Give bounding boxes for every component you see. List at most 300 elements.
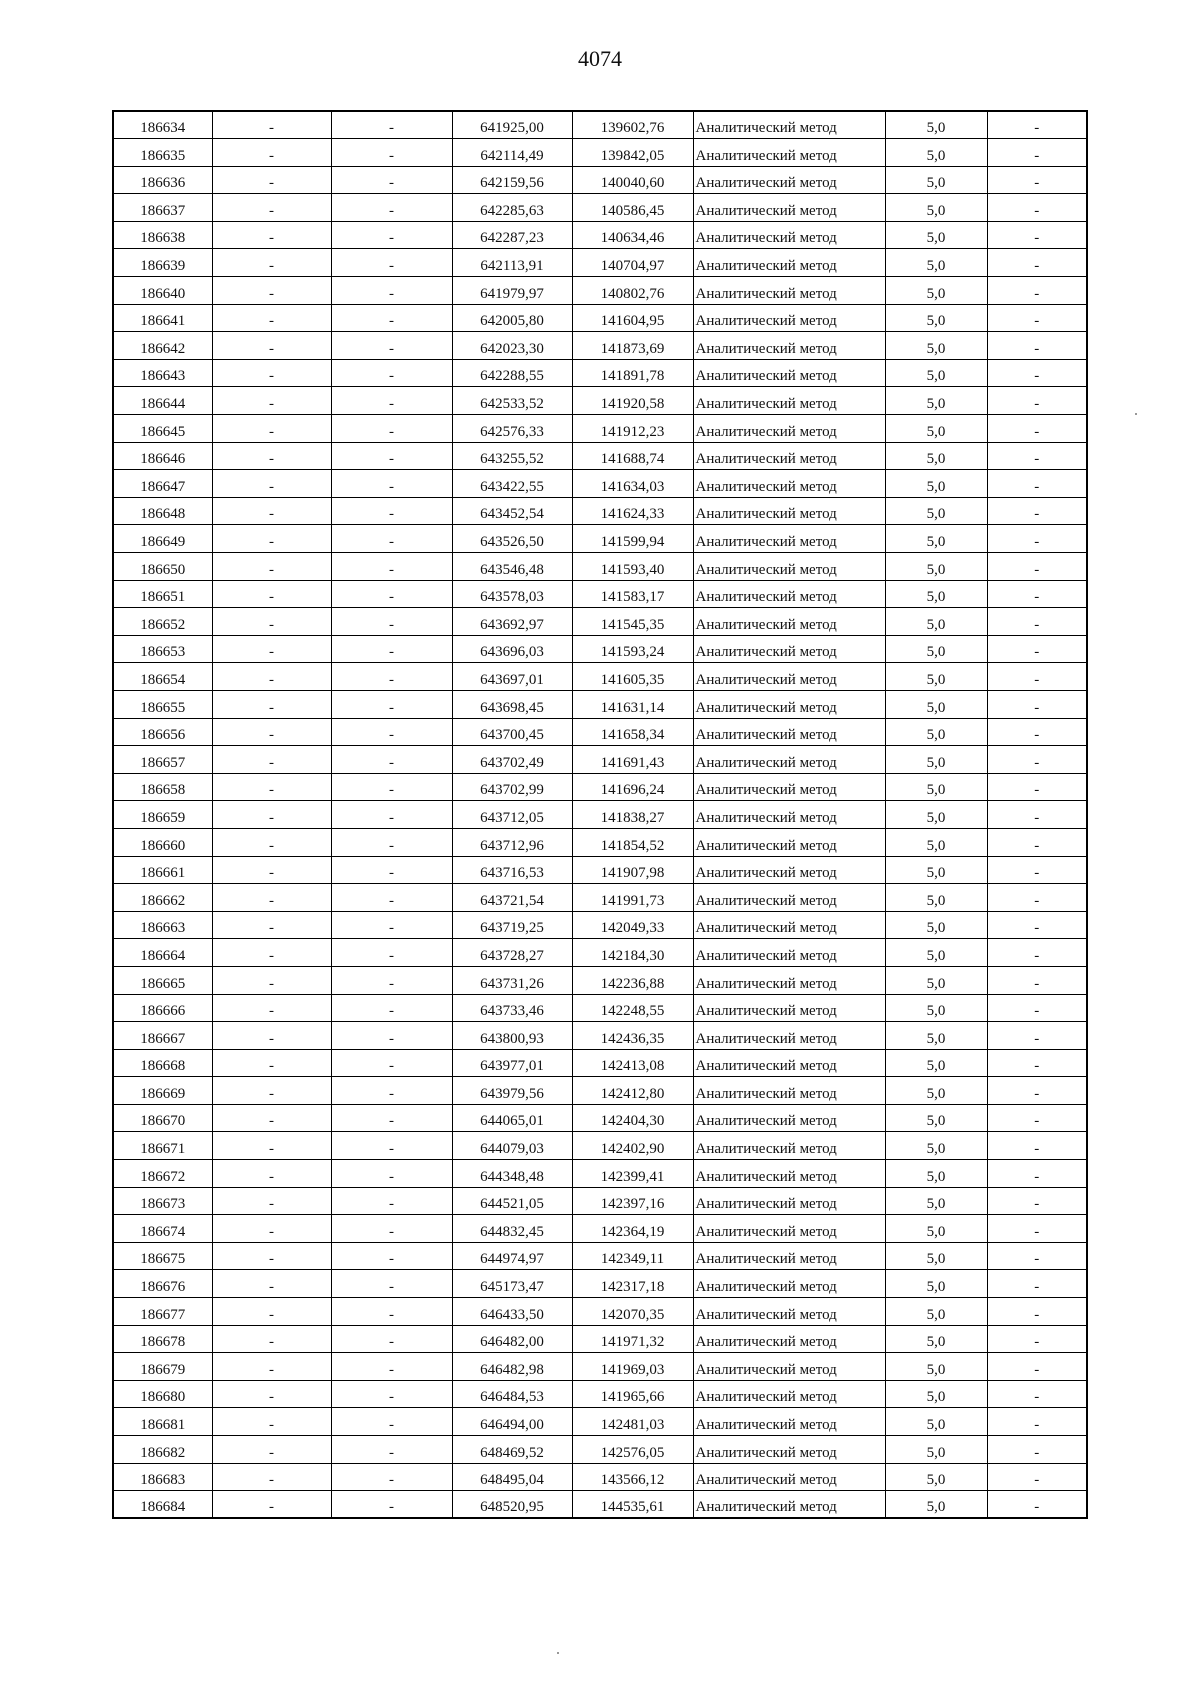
cell-y-coordinate: 143566,12 bbox=[572, 1463, 693, 1491]
cell-dash: - bbox=[331, 1463, 452, 1491]
table-row bbox=[113, 277, 1087, 305]
cell-accuracy: 5,0 bbox=[885, 525, 987, 553]
cell-point-number: 186679 bbox=[113, 1353, 212, 1381]
cell-y-coordinate: 141634,03 bbox=[572, 470, 693, 498]
cell-y-coordinate: 141696,24 bbox=[572, 773, 693, 801]
cell-y-coordinate: 142413,08 bbox=[572, 1049, 693, 1077]
cell-y-coordinate: 141891,78 bbox=[572, 359, 693, 387]
cell-dash: - bbox=[212, 415, 331, 443]
cell-dash: - bbox=[987, 1298, 1087, 1326]
cell-dash: - bbox=[987, 1077, 1087, 1105]
cell-dash: - bbox=[331, 1380, 452, 1408]
cell-accuracy: 5,0 bbox=[885, 277, 987, 305]
cell-dash: - bbox=[987, 966, 1087, 994]
table-row bbox=[113, 1187, 1087, 1215]
cell-point-number: 186650 bbox=[113, 553, 212, 581]
cell-accuracy: 5,0 bbox=[885, 1187, 987, 1215]
cell-method: Аналитический метод bbox=[693, 359, 885, 387]
cell-point-number: 186643 bbox=[113, 359, 212, 387]
cell-accuracy: 5,0 bbox=[885, 663, 987, 691]
cell-accuracy: 5,0 bbox=[885, 1436, 987, 1464]
cell-dash: - bbox=[331, 277, 452, 305]
cell-x-coordinate: 643712,96 bbox=[452, 828, 572, 856]
table-row bbox=[113, 1436, 1087, 1464]
cell-point-number: 186664 bbox=[113, 939, 212, 967]
cell-method: Аналитический метод bbox=[693, 1353, 885, 1381]
cell-dash: - bbox=[331, 690, 452, 718]
cell-x-coordinate: 643728,27 bbox=[452, 939, 572, 967]
cell-x-coordinate: 646482,00 bbox=[452, 1325, 572, 1353]
cell-dash: - bbox=[331, 663, 452, 691]
cell-y-coordinate: 142402,90 bbox=[572, 1132, 693, 1160]
cell-dash: - bbox=[212, 608, 331, 636]
cell-dash: - bbox=[212, 1242, 331, 1270]
cell-dash: - bbox=[987, 415, 1087, 443]
cell-dash: - bbox=[987, 166, 1087, 194]
cell-y-coordinate: 140802,76 bbox=[572, 277, 693, 305]
cell-dash: - bbox=[331, 1491, 452, 1519]
cell-x-coordinate: 643979,56 bbox=[452, 1077, 572, 1105]
cell-y-coordinate: 141688,74 bbox=[572, 442, 693, 470]
cell-x-coordinate: 643696,03 bbox=[452, 635, 572, 663]
table-row bbox=[113, 1077, 1087, 1105]
cell-point-number: 186645 bbox=[113, 415, 212, 443]
cell-y-coordinate: 139842,05 bbox=[572, 139, 693, 167]
cell-point-number: 186636 bbox=[113, 166, 212, 194]
cell-method: Аналитический метод bbox=[693, 1436, 885, 1464]
cell-point-number: 186652 bbox=[113, 608, 212, 636]
cell-accuracy: 5,0 bbox=[885, 415, 987, 443]
cell-accuracy: 5,0 bbox=[885, 1049, 987, 1077]
cell-dash: - bbox=[212, 801, 331, 829]
table-row bbox=[113, 249, 1087, 277]
cell-dash: - bbox=[987, 249, 1087, 277]
cell-y-coordinate: 141907,98 bbox=[572, 856, 693, 884]
cell-x-coordinate: 642576,33 bbox=[452, 415, 572, 443]
cell-dash: - bbox=[331, 1022, 452, 1050]
cell-dash: - bbox=[331, 884, 452, 912]
cell-method: Аналитический метод bbox=[693, 1132, 885, 1160]
cell-accuracy: 5,0 bbox=[885, 359, 987, 387]
cell-method: Аналитический метод bbox=[693, 139, 885, 167]
cell-x-coordinate: 642533,52 bbox=[452, 387, 572, 415]
cell-dash: - bbox=[331, 304, 452, 332]
cell-accuracy: 5,0 bbox=[885, 1215, 987, 1243]
cell-dash: - bbox=[987, 111, 1087, 139]
cell-y-coordinate: 142399,41 bbox=[572, 1160, 693, 1188]
cell-point-number: 186677 bbox=[113, 1298, 212, 1326]
cell-y-coordinate: 141624,33 bbox=[572, 497, 693, 525]
cell-method: Аналитический метод bbox=[693, 1022, 885, 1050]
cell-dash: - bbox=[331, 111, 452, 139]
cell-dash: - bbox=[212, 1325, 331, 1353]
cell-y-coordinate: 141965,66 bbox=[572, 1380, 693, 1408]
cell-x-coordinate: 646433,50 bbox=[452, 1298, 572, 1326]
cell-dash: - bbox=[987, 939, 1087, 967]
cell-x-coordinate: 643977,01 bbox=[452, 1049, 572, 1077]
cell-point-number: 186640 bbox=[113, 277, 212, 305]
cell-method: Аналитический метод bbox=[693, 1104, 885, 1132]
cell-accuracy: 5,0 bbox=[885, 1242, 987, 1270]
cell-accuracy: 5,0 bbox=[885, 690, 987, 718]
cell-dash: - bbox=[212, 111, 331, 139]
cell-method: Аналитический метод bbox=[693, 194, 885, 222]
table-row bbox=[113, 939, 1087, 967]
cell-point-number: 186635 bbox=[113, 139, 212, 167]
cell-method: Аналитический метод bbox=[693, 801, 885, 829]
table-row bbox=[113, 1408, 1087, 1436]
cell-dash: - bbox=[987, 1491, 1087, 1519]
table-row bbox=[113, 415, 1087, 443]
cell-y-coordinate: 142236,88 bbox=[572, 966, 693, 994]
cell-dash: - bbox=[331, 966, 452, 994]
cell-method: Аналитический метод bbox=[693, 277, 885, 305]
cell-dash: - bbox=[212, 966, 331, 994]
cell-y-coordinate: 141631,14 bbox=[572, 690, 693, 718]
cell-y-coordinate: 139602,76 bbox=[572, 111, 693, 139]
cell-y-coordinate: 142049,33 bbox=[572, 911, 693, 939]
cell-dash: - bbox=[212, 304, 331, 332]
cell-y-coordinate: 140634,46 bbox=[572, 221, 693, 249]
cell-dash: - bbox=[987, 525, 1087, 553]
cell-method: Аналитический метод bbox=[693, 1491, 885, 1519]
table-row bbox=[113, 994, 1087, 1022]
cell-method: Аналитический метод bbox=[693, 553, 885, 581]
cell-x-coordinate: 644065,01 bbox=[452, 1104, 572, 1132]
cell-y-coordinate: 141969,03 bbox=[572, 1353, 693, 1381]
table-row bbox=[113, 856, 1087, 884]
cell-x-coordinate: 644348,48 bbox=[452, 1160, 572, 1188]
cell-method: Аналитический метод bbox=[693, 1325, 885, 1353]
cell-x-coordinate: 643526,50 bbox=[452, 525, 572, 553]
cell-accuracy: 5,0 bbox=[885, 911, 987, 939]
cell-point-number: 186667 bbox=[113, 1022, 212, 1050]
cell-y-coordinate: 142070,35 bbox=[572, 1298, 693, 1326]
cell-x-coordinate: 642005,80 bbox=[452, 304, 572, 332]
cell-point-number: 186675 bbox=[113, 1242, 212, 1270]
cell-dash: - bbox=[987, 194, 1087, 222]
scan-speck bbox=[557, 1652, 559, 1654]
cell-x-coordinate: 643546,48 bbox=[452, 553, 572, 581]
cell-point-number: 186638 bbox=[113, 221, 212, 249]
cell-x-coordinate: 643697,01 bbox=[452, 663, 572, 691]
cell-x-coordinate: 642023,30 bbox=[452, 332, 572, 360]
cell-dash: - bbox=[987, 773, 1087, 801]
cell-method: Аналитический метод bbox=[693, 718, 885, 746]
cell-dash: - bbox=[212, 994, 331, 1022]
cell-dash: - bbox=[987, 1463, 1087, 1491]
cell-dash: - bbox=[212, 1353, 331, 1381]
cell-method: Аналитический метод bbox=[693, 580, 885, 608]
cell-dash: - bbox=[212, 580, 331, 608]
cell-x-coordinate: 642159,56 bbox=[452, 166, 572, 194]
cell-method: Аналитический метод bbox=[693, 1463, 885, 1491]
cell-dash: - bbox=[212, 525, 331, 553]
cell-dash: - bbox=[987, 635, 1087, 663]
cell-x-coordinate: 643719,25 bbox=[452, 911, 572, 939]
cell-dash: - bbox=[331, 773, 452, 801]
cell-dash: - bbox=[212, 249, 331, 277]
cell-point-number: 186648 bbox=[113, 497, 212, 525]
cell-dash: - bbox=[331, 911, 452, 939]
cell-x-coordinate: 642113,91 bbox=[452, 249, 572, 277]
cell-dash: - bbox=[331, 415, 452, 443]
cell-dash: - bbox=[331, 1242, 452, 1270]
cell-y-coordinate: 140704,97 bbox=[572, 249, 693, 277]
cell-dash: - bbox=[212, 1187, 331, 1215]
cell-x-coordinate: 643702,49 bbox=[452, 746, 572, 774]
cell-accuracy: 5,0 bbox=[885, 939, 987, 967]
cell-dash: - bbox=[987, 1353, 1087, 1381]
cell-point-number: 186661 bbox=[113, 856, 212, 884]
cell-accuracy: 5,0 bbox=[885, 1325, 987, 1353]
cell-method: Аналитический метод bbox=[693, 884, 885, 912]
cell-accuracy: 5,0 bbox=[885, 801, 987, 829]
cell-dash: - bbox=[212, 746, 331, 774]
cell-dash: - bbox=[331, 387, 452, 415]
table-row bbox=[113, 1104, 1087, 1132]
cell-x-coordinate: 643731,26 bbox=[452, 966, 572, 994]
cell-accuracy: 5,0 bbox=[885, 635, 987, 663]
table-row bbox=[113, 1160, 1087, 1188]
cell-y-coordinate: 141854,52 bbox=[572, 828, 693, 856]
cell-dash: - bbox=[987, 359, 1087, 387]
cell-method: Аналитический метод bbox=[693, 856, 885, 884]
cell-dash: - bbox=[987, 856, 1087, 884]
cell-dash: - bbox=[987, 1408, 1087, 1436]
cell-point-number: 186682 bbox=[113, 1436, 212, 1464]
cell-y-coordinate: 141605,35 bbox=[572, 663, 693, 691]
cell-x-coordinate: 644974,97 bbox=[452, 1242, 572, 1270]
cell-x-coordinate: 645173,47 bbox=[452, 1270, 572, 1298]
cell-dash: - bbox=[987, 1436, 1087, 1464]
cell-accuracy: 5,0 bbox=[885, 1491, 987, 1519]
cell-x-coordinate: 643700,45 bbox=[452, 718, 572, 746]
cell-dash: - bbox=[212, 1104, 331, 1132]
cell-y-coordinate: 141691,43 bbox=[572, 746, 693, 774]
table-row bbox=[113, 635, 1087, 663]
cell-point-number: 186678 bbox=[113, 1325, 212, 1353]
cell-accuracy: 5,0 bbox=[885, 304, 987, 332]
cell-method: Аналитический метод bbox=[693, 828, 885, 856]
cell-dash: - bbox=[212, 1408, 331, 1436]
table-row bbox=[113, 828, 1087, 856]
cell-dash: - bbox=[331, 359, 452, 387]
cell-x-coordinate: 643422,55 bbox=[452, 470, 572, 498]
cell-method: Аналитический метод bbox=[693, 221, 885, 249]
cell-dash: - bbox=[331, 939, 452, 967]
cell-point-number: 186684 bbox=[113, 1491, 212, 1519]
cell-dash: - bbox=[987, 387, 1087, 415]
cell-dash: - bbox=[331, 194, 452, 222]
cell-y-coordinate: 142364,19 bbox=[572, 1215, 693, 1243]
table-row bbox=[113, 1242, 1087, 1270]
cell-dash: - bbox=[987, 277, 1087, 305]
cell-dash: - bbox=[987, 470, 1087, 498]
cell-point-number: 186651 bbox=[113, 580, 212, 608]
cell-dash: - bbox=[987, 221, 1087, 249]
cell-accuracy: 5,0 bbox=[885, 884, 987, 912]
cell-x-coordinate: 648495,04 bbox=[452, 1463, 572, 1491]
cell-point-number: 186680 bbox=[113, 1380, 212, 1408]
cell-method: Аналитический метод bbox=[693, 1242, 885, 1270]
cell-dash: - bbox=[212, 773, 331, 801]
table-row bbox=[113, 1049, 1087, 1077]
cell-dash: - bbox=[987, 884, 1087, 912]
table-row bbox=[113, 1022, 1087, 1050]
cell-method: Аналитический метод bbox=[693, 966, 885, 994]
cell-x-coordinate: 646494,00 bbox=[452, 1408, 572, 1436]
cell-x-coordinate: 644832,45 bbox=[452, 1215, 572, 1243]
cell-x-coordinate: 648469,52 bbox=[452, 1436, 572, 1464]
cell-point-number: 186658 bbox=[113, 773, 212, 801]
cell-y-coordinate: 141604,95 bbox=[572, 304, 693, 332]
cell-x-coordinate: 641925,00 bbox=[452, 111, 572, 139]
table-row bbox=[113, 359, 1087, 387]
cell-y-coordinate: 141920,58 bbox=[572, 387, 693, 415]
cell-dash: - bbox=[987, 497, 1087, 525]
cell-x-coordinate: 643712,05 bbox=[452, 801, 572, 829]
cell-dash: - bbox=[331, 470, 452, 498]
cell-dash: - bbox=[331, 1049, 452, 1077]
table-row bbox=[113, 1463, 1087, 1491]
cell-method: Аналитический метод bbox=[693, 1298, 885, 1326]
cell-method: Аналитический метод bbox=[693, 663, 885, 691]
table-row bbox=[113, 387, 1087, 415]
table-row bbox=[113, 690, 1087, 718]
table-row bbox=[113, 525, 1087, 553]
cell-dash: - bbox=[331, 332, 452, 360]
cell-accuracy: 5,0 bbox=[885, 1408, 987, 1436]
page-number: 4074 bbox=[578, 46, 622, 71]
cell-point-number: 186673 bbox=[113, 1187, 212, 1215]
cell-dash: - bbox=[212, 635, 331, 663]
cell-y-coordinate: 144535,61 bbox=[572, 1491, 693, 1519]
cell-dash: - bbox=[331, 1436, 452, 1464]
cell-accuracy: 5,0 bbox=[885, 221, 987, 249]
cell-accuracy: 5,0 bbox=[885, 856, 987, 884]
table-row bbox=[113, 1380, 1087, 1408]
cell-accuracy: 5,0 bbox=[885, 470, 987, 498]
table-row bbox=[113, 1325, 1087, 1353]
cell-point-number: 186671 bbox=[113, 1132, 212, 1160]
table-row bbox=[113, 801, 1087, 829]
cell-dash: - bbox=[987, 1049, 1087, 1077]
cell-accuracy: 5,0 bbox=[885, 387, 987, 415]
cell-method: Аналитический метод bbox=[693, 1408, 885, 1436]
cell-dash: - bbox=[331, 1270, 452, 1298]
cell-x-coordinate: 643692,97 bbox=[452, 608, 572, 636]
cell-y-coordinate: 141583,17 bbox=[572, 580, 693, 608]
table-row bbox=[113, 911, 1087, 939]
cell-y-coordinate: 142404,30 bbox=[572, 1104, 693, 1132]
cell-y-coordinate: 142397,16 bbox=[572, 1187, 693, 1215]
table-row bbox=[113, 332, 1087, 360]
cell-method: Аналитический метод bbox=[693, 470, 885, 498]
cell-accuracy: 5,0 bbox=[885, 332, 987, 360]
cell-y-coordinate: 142412,80 bbox=[572, 1077, 693, 1105]
table-row bbox=[113, 580, 1087, 608]
cell-accuracy: 5,0 bbox=[885, 608, 987, 636]
cell-dash: - bbox=[987, 608, 1087, 636]
table-row bbox=[113, 166, 1087, 194]
cell-y-coordinate: 141838,27 bbox=[572, 801, 693, 829]
cell-dash: - bbox=[212, 1160, 331, 1188]
cell-dash: - bbox=[331, 856, 452, 884]
cell-method: Аналитический метод bbox=[693, 442, 885, 470]
cell-x-coordinate: 643800,93 bbox=[452, 1022, 572, 1050]
cell-accuracy: 5,0 bbox=[885, 580, 987, 608]
cell-dash: - bbox=[212, 442, 331, 470]
cell-dash: - bbox=[331, 553, 452, 581]
cell-dash: - bbox=[212, 139, 331, 167]
cell-dash: - bbox=[331, 994, 452, 1022]
cell-point-number: 186647 bbox=[113, 470, 212, 498]
cell-point-number: 186669 bbox=[113, 1077, 212, 1105]
table-row bbox=[113, 746, 1087, 774]
table-row bbox=[113, 1215, 1087, 1243]
cell-method: Аналитический метод bbox=[693, 911, 885, 939]
cell-x-coordinate: 643698,45 bbox=[452, 690, 572, 718]
cell-dash: - bbox=[331, 746, 452, 774]
table-row bbox=[113, 884, 1087, 912]
cell-y-coordinate: 140586,45 bbox=[572, 194, 693, 222]
cell-y-coordinate: 141593,40 bbox=[572, 553, 693, 581]
cell-dash: - bbox=[987, 1215, 1087, 1243]
cell-point-number: 186668 bbox=[113, 1049, 212, 1077]
cell-y-coordinate: 142317,18 bbox=[572, 1270, 693, 1298]
cell-dash: - bbox=[987, 828, 1087, 856]
cell-point-number: 186649 bbox=[113, 525, 212, 553]
cell-dash: - bbox=[212, 1022, 331, 1050]
cell-accuracy: 5,0 bbox=[885, 994, 987, 1022]
cell-dash: - bbox=[212, 828, 331, 856]
cell-dash: - bbox=[331, 828, 452, 856]
cell-x-coordinate: 644521,05 bbox=[452, 1187, 572, 1215]
cell-dash: - bbox=[212, 690, 331, 718]
cell-point-number: 186639 bbox=[113, 249, 212, 277]
cell-x-coordinate: 643702,99 bbox=[452, 773, 572, 801]
cell-point-number: 186670 bbox=[113, 1104, 212, 1132]
cell-y-coordinate: 142436,35 bbox=[572, 1022, 693, 1050]
cell-y-coordinate: 142184,30 bbox=[572, 939, 693, 967]
cell-x-coordinate: 644079,03 bbox=[452, 1132, 572, 1160]
cell-accuracy: 5,0 bbox=[885, 1270, 987, 1298]
cell-dash: - bbox=[987, 1132, 1087, 1160]
cell-dash: - bbox=[987, 1325, 1087, 1353]
cell-point-number: 186656 bbox=[113, 718, 212, 746]
cell-method: Аналитический метод bbox=[693, 1380, 885, 1408]
cell-dash: - bbox=[212, 1049, 331, 1077]
table-row bbox=[113, 304, 1087, 332]
cell-dash: - bbox=[331, 1408, 452, 1436]
table-row bbox=[113, 111, 1087, 139]
cell-y-coordinate: 141545,35 bbox=[572, 608, 693, 636]
cell-accuracy: 5,0 bbox=[885, 553, 987, 581]
cell-dash: - bbox=[212, 497, 331, 525]
cell-dash: - bbox=[987, 911, 1087, 939]
cell-method: Аналитический метод bbox=[693, 773, 885, 801]
cell-dash: - bbox=[987, 332, 1087, 360]
cell-dash: - bbox=[212, 718, 331, 746]
cell-x-coordinate: 643721,54 bbox=[452, 884, 572, 912]
cell-point-number: 186653 bbox=[113, 635, 212, 663]
cell-accuracy: 5,0 bbox=[885, 1132, 987, 1160]
cell-dash: - bbox=[331, 1353, 452, 1381]
table-row bbox=[113, 194, 1087, 222]
cell-dash: - bbox=[331, 801, 452, 829]
cell-accuracy: 5,0 bbox=[885, 442, 987, 470]
